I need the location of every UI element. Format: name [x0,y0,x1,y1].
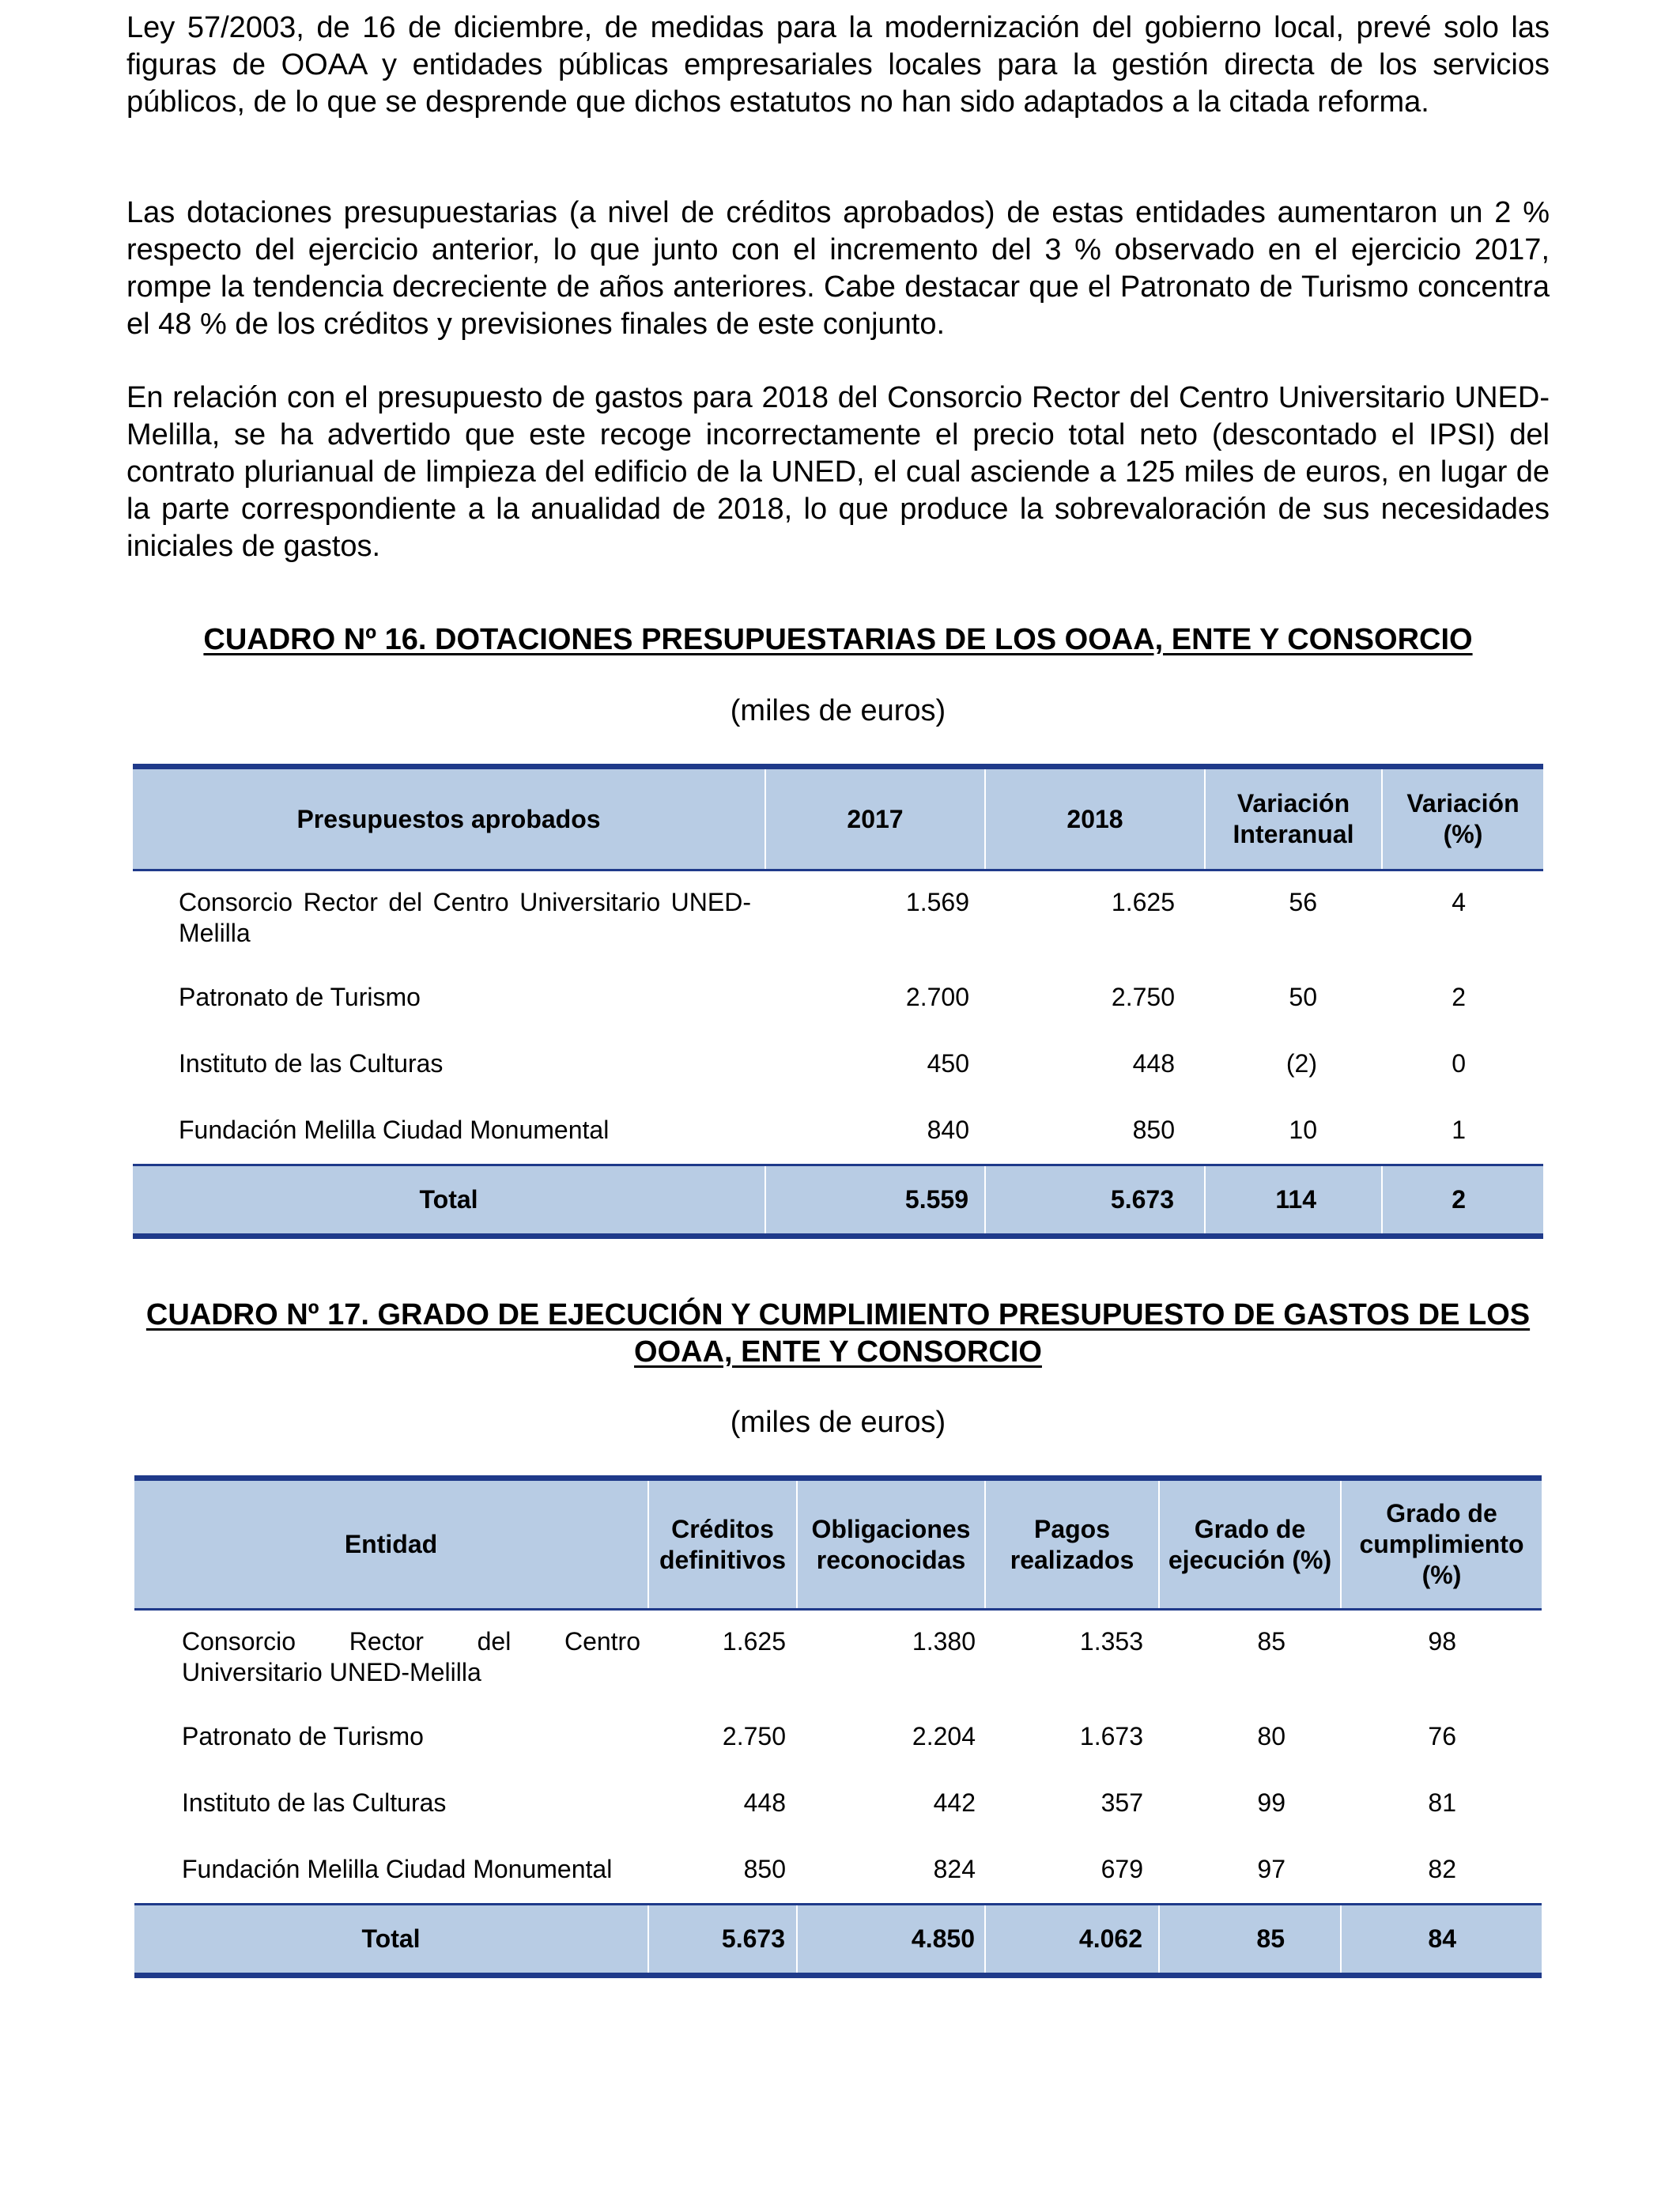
value-obligaciones: 442 [933,1788,976,1817]
value-2018: 850 [1132,1115,1175,1144]
table-row [134,1772,1542,1838]
column-header: Obligaciones reconocidas [797,1478,985,1610]
value-ejecucion: 99 [1257,1788,1285,1817]
value-pagos: 1.353 [1079,1627,1143,1656]
table-row [134,1838,1542,1905]
total-creditos: 5.673 [648,1905,797,1976]
value-pagos: 1.673 [1079,1721,1143,1750]
column-header: Presupuestos aprobados [133,767,765,870]
value-cumplimiento: 81 [1428,1788,1456,1817]
value-variation-pct: 1 [1452,1115,1466,1144]
value-variation: 10 [1289,1115,1317,1144]
table-row [133,1033,1543,1099]
value-variation-pct: 4 [1452,888,1466,916]
value-variation: (2) [1285,1048,1317,1078]
value-obligaciones: 824 [933,1854,976,1883]
column-header: Créditos definitivos [648,1478,797,1610]
table-row [134,1705,1542,1772]
table-total-row [134,1905,1542,1976]
column-header: Variación Interanual [1205,767,1382,870]
total-label: Total [134,1905,648,1976]
table-17-units: (miles de euros) [730,1406,946,1439]
table-row [133,870,1543,966]
value-2018: 448 [1132,1048,1175,1078]
value-cumplimiento: 76 [1428,1721,1456,1750]
value-2017: 2.700 [905,982,969,1011]
entity-name: Fundación Melilla Ciudad Monumental [182,1854,613,1883]
table-17-caption: CUADRO Nº 17. GRADO DE EJECUCIÓN Y CUMPLIMIENTO PRESUPUESTO DE GASTOS DE LOS OOAA, ENTE Y CONSORCIO [145,1298,1531,1369]
table-16-units: (miles de euros) [730,694,946,727]
value-creditos: 448 [743,1788,786,1817]
value-obligaciones: 1.380 [912,1627,976,1656]
entity-name: Consorcio Rector del Centro Universitario UNED-Melilla [182,1627,640,1686]
total-variation-pct: 2 [1382,1165,1543,1237]
table-16-caption: CUADRO Nº 16. DOTACIONES PRESUPUESTARIAS DE LOS OOAA, ENTE Y CONSORCIO [203,623,1473,656]
table-16 [133,764,1543,1239]
value-creditos: 1.625 [722,1627,786,1656]
value-ejecucion: 85 [1257,1627,1285,1656]
value-2018: 2.750 [1111,982,1175,1011]
column-header: Entidad [134,1478,648,1610]
total-obligaciones: 4.850 [797,1905,985,1976]
table-row [133,1099,1543,1165]
entity-name: Instituto de las Culturas [182,1788,447,1817]
value-ejecucion: 80 [1257,1721,1285,1750]
table-17-header-row [134,1478,1542,1610]
entity-name: Instituto de las Culturas [179,1048,444,1078]
value-variation-pct: 2 [1452,982,1466,1011]
value-pagos: 679 [1100,1854,1143,1883]
entity-name: Patronato de Turismo [179,982,421,1011]
value-cumplimiento: 82 [1428,1854,1456,1883]
value-2017: 450 [927,1048,969,1078]
total-cumplimiento: 84 [1341,1905,1542,1976]
paragraph-1: Ley 57/2003, de 16 de diciembre, de medidas para la modernización del gobierno local, prevé solo las figuras de OOAA y entidades públicas empresariales locales para la gestión directa de los servicios públicos, de lo que se desprende que dichos estatutos no han sido adaptados a la citada reforma. [126,11,1550,119]
total-ejecucion: 85 [1159,1905,1341,1976]
value-pagos: 357 [1100,1788,1143,1817]
table-17 [134,1475,1542,1978]
value-2017: 840 [927,1115,969,1144]
table-total-row [133,1165,1543,1237]
table-row [133,966,1543,1033]
entity-name: Fundación Melilla Ciudad Monumental [179,1115,610,1144]
value-creditos: 2.750 [722,1721,786,1750]
value-creditos: 850 [743,1854,786,1883]
paragraph-2: Las dotaciones presupuestarias (a nivel de créditos aprobados) de estas entidades aumentaron un 2 % respecto del ejercicio anterior, lo que junto con el incremento del 3 % observado en el ejercicio 2017, rompe la tendencia decreciente de años anteriores. Cabe destacar que el Patronato de Turismo concentra el 48 % de los créditos y previsiones finales de este conjunto. [126,196,1550,341]
value-variation-pct: 0 [1452,1048,1466,1078]
value-variation: 56 [1289,888,1317,916]
entity-name: Patronato de Turismo [182,1721,424,1750]
total-variation: 114 [1205,1165,1382,1237]
column-header: 2018 [985,767,1205,870]
column-header: Variación (%) [1382,767,1543,870]
value-cumplimiento: 98 [1428,1627,1456,1656]
column-header: Pagos realizados [985,1478,1159,1610]
column-header: 2017 [765,767,985,870]
column-header: Grado de ejecución (%) [1159,1478,1341,1610]
total-2017: 5.559 [765,1165,985,1237]
table-row [134,1610,1542,1705]
total-pagos: 4.062 [985,1905,1159,1976]
value-2017: 1.569 [905,888,969,916]
value-2018: 1.625 [1111,888,1175,916]
value-ejecucion: 97 [1257,1854,1285,1883]
column-header: Grado de cumplimiento (%) [1341,1478,1542,1610]
value-variation: 50 [1289,982,1317,1011]
table-16-header-row [133,767,1543,870]
value-obligaciones: 2.204 [912,1721,976,1750]
total-2018: 5.673 [985,1165,1205,1237]
paragraph-3: En relación con el presupuesto de gastos para 2018 del Consorcio Rector del Centro Universitario UNED-Melilla, se ha advertido que este recoge incorrectamente el precio total neto (descontado el IPSI) del contrato plurianual de limpieza del edificio de la UNED, el cual asciende a 125 miles de euros, en lugar de la parte correspondiente a la anualidad de 2018, lo que produce la sobrevaloración de sus necesidades iniciales de gastos. [126,381,1550,563]
total-label: Total [133,1165,765,1237]
entity-name: Consorcio Rector del Centro Universitario UNED-Melilla [179,888,751,947]
